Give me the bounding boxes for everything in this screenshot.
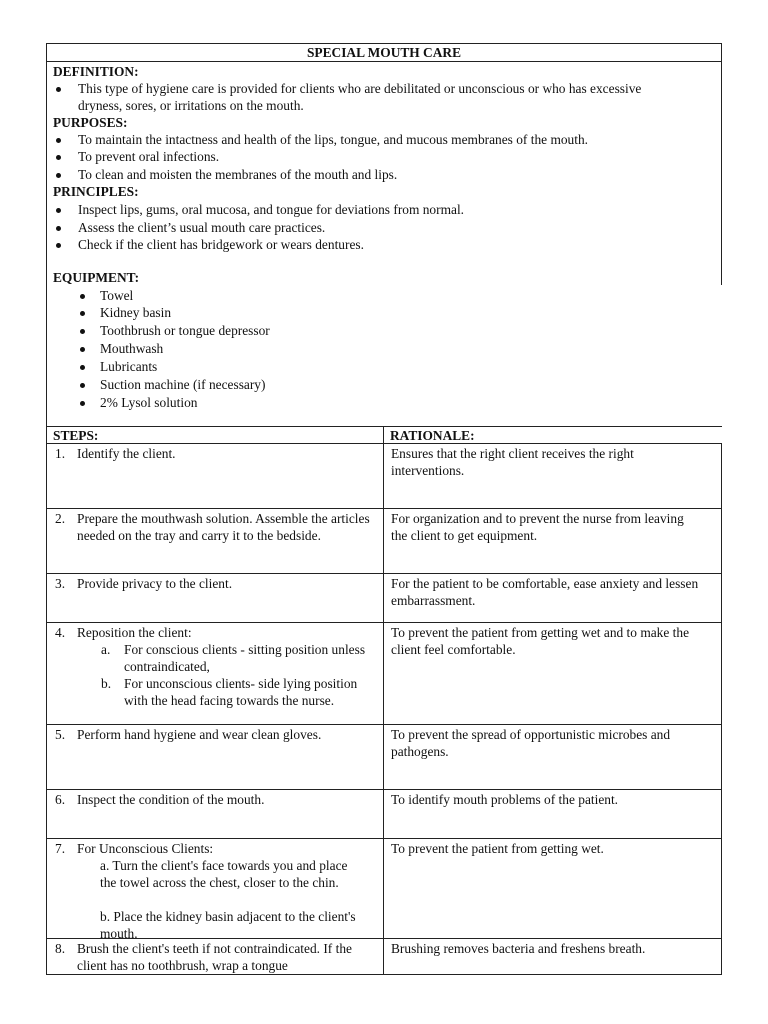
table-row-border xyxy=(46,838,722,839)
bullet-icon xyxy=(56,87,61,92)
steps-header: STEPS: xyxy=(53,428,99,443)
table-header-border xyxy=(46,443,722,444)
step-number: 5. xyxy=(55,727,66,742)
table-column-divider xyxy=(383,426,384,975)
bullet-icon xyxy=(56,226,61,231)
equipment-heading: EQUIPMENT: xyxy=(53,270,140,285)
step-number: 6. xyxy=(55,792,66,807)
sub-step-text: b. Place the kidney basin adjacent to the client's mouth. xyxy=(100,909,356,941)
bullet-icon xyxy=(80,311,85,316)
equipment-item: 2% Lysol solution xyxy=(100,395,198,410)
table-row-border xyxy=(46,789,722,790)
equipment-item: Towel xyxy=(100,288,134,303)
equipment-item: Toothbrush or tongue depressor xyxy=(100,323,270,338)
sub-step-label: a. xyxy=(101,642,111,657)
purpose-item: To clean and moisten the membranes of the mouth and lips. xyxy=(78,167,398,182)
step-number: 4. xyxy=(55,625,66,640)
table-top-border xyxy=(46,426,722,427)
bullet-icon xyxy=(80,401,85,406)
principle-item: Assess the client’s usual mouth care practices. xyxy=(78,220,326,235)
step-number: 2. xyxy=(55,511,66,526)
principles-heading: PRINCIPLES: xyxy=(53,184,139,199)
purpose-item: To prevent oral infections. xyxy=(78,149,220,164)
equipment-item: Lubricants xyxy=(100,359,158,374)
rationale-text: To identify mouth problems of the patient. xyxy=(391,792,619,807)
bullet-icon xyxy=(56,155,61,160)
bullet-icon xyxy=(56,173,61,178)
equipment-item: Suction machine (if necessary) xyxy=(100,377,266,392)
title-bottom-border xyxy=(46,61,722,62)
equipment-item: Kidney basin xyxy=(100,305,172,320)
step-text: Inspect the condition of the mouth. xyxy=(77,792,265,807)
rationale-text: For the patient to be comfortable, ease anxiety and lessen embarrassment. xyxy=(391,576,699,608)
bullet-icon xyxy=(80,365,85,370)
purpose-item: To maintain the intactness and health of the lips, tongue, and mucous membranes of the mouth. xyxy=(78,132,589,147)
definition-heading: DEFINITION: xyxy=(53,64,139,79)
step-number: 7. xyxy=(55,841,66,856)
principle-item: Inspect lips, gums, oral mucosa, and tongue for deviations from normal. xyxy=(78,202,465,217)
table-row-border xyxy=(46,508,722,509)
rationale-text: Brushing removes bacteria and freshens breath. xyxy=(391,941,646,956)
rationale-text: For organization and to prevent the nurse from leaving the client to get equipment. xyxy=(391,511,684,543)
step-text: Perform hand hygiene and wear clean gloves. xyxy=(77,727,322,742)
table-row-border xyxy=(46,724,722,725)
sub-step-label: b. xyxy=(101,676,112,691)
sub-step-text: a. Turn the client's face towards you and place the towel across the chest, closer to the chin. xyxy=(100,858,348,890)
sub-step-text: For conscious clients - sitting position unless contraindicated, xyxy=(124,642,366,674)
definition-text: This type of hygiene care is provided for clients who are debilitated or unconscious or who has excessive dryness, sores, or irritations on the mouth. xyxy=(78,81,642,113)
rationale-text: Ensures that the right client receives the right interventions. xyxy=(391,446,634,478)
rationale-header: RATIONALE: xyxy=(390,428,475,443)
rationale-text: To prevent the patient from getting wet and to make the client feel comfortable. xyxy=(391,625,690,657)
box-right-border xyxy=(721,43,722,285)
principle-item: Check if the client has bridgework or wears dentures. xyxy=(78,237,364,252)
bullet-icon xyxy=(56,208,61,213)
bullet-icon xyxy=(56,243,61,248)
bullet-icon xyxy=(80,383,85,388)
page-title: SPECIAL MOUTH CARE xyxy=(306,45,461,60)
table-row-border xyxy=(46,622,722,623)
table-bottom-border xyxy=(46,974,722,975)
step-text: Provide privacy to the client. xyxy=(77,576,233,591)
table-right-border xyxy=(721,443,722,975)
rationale-text: To prevent the spread of opportunistic microbes and pathogens. xyxy=(391,727,671,759)
bullet-icon xyxy=(80,347,85,352)
step-number: 1. xyxy=(55,446,66,461)
bullet-icon xyxy=(56,138,61,143)
step-number: 8. xyxy=(55,941,66,956)
box-left-border xyxy=(46,43,47,975)
rationale-text: To prevent the patient from getting wet. xyxy=(391,841,604,856)
step-text: Prepare the mouthwash solution. Assemble the articles needed on the tray and carry it to the bedside. xyxy=(77,511,370,543)
step-text: Reposition the client: xyxy=(77,625,192,640)
sub-step-text: For unconscious clients- side lying position with the head facing towards the nurse. xyxy=(124,676,358,708)
equipment-item: Mouthwash xyxy=(100,341,164,356)
step-text: For Unconscious Clients: xyxy=(77,841,214,856)
purposes-heading: PURPOSES: xyxy=(53,115,128,130)
step-number: 3. xyxy=(55,576,66,591)
step-text: Brush the client's teeth if not contraindicated. If the client has no toothbrush, wrap a tongue xyxy=(77,941,352,973)
step-text: Identify the client. xyxy=(77,446,176,461)
bullet-icon xyxy=(80,329,85,334)
table-row-border xyxy=(46,573,722,574)
bullet-icon xyxy=(80,294,85,299)
